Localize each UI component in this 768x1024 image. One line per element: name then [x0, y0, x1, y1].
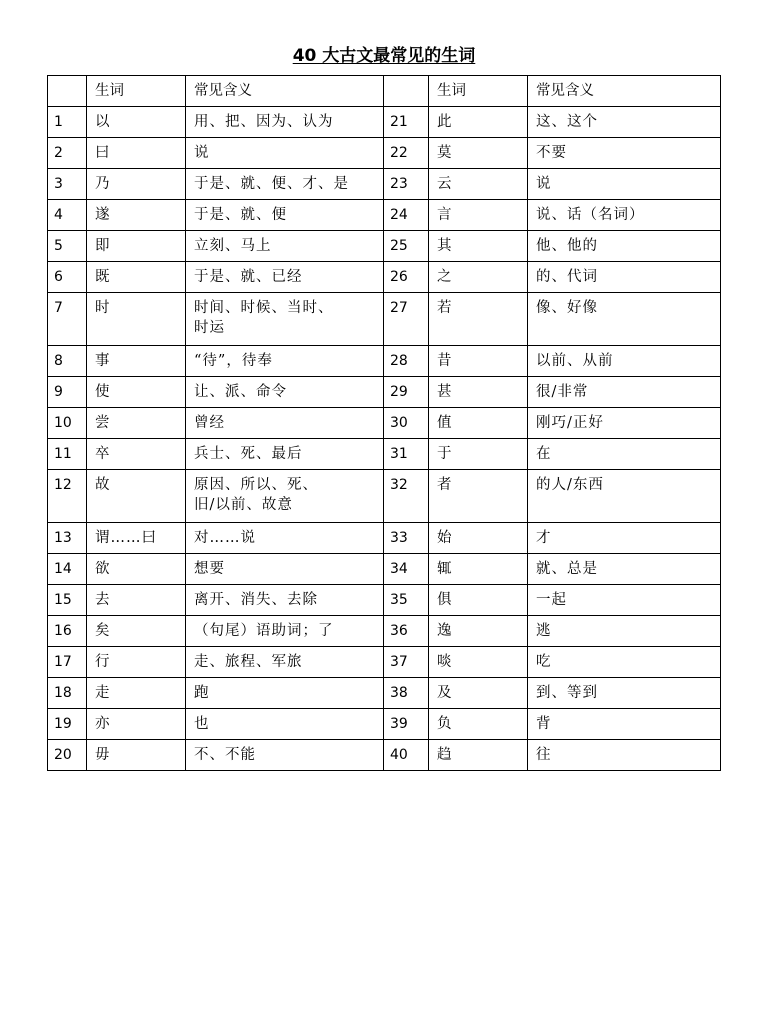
table-row	[48, 740, 721, 771]
cell-number-left: 2	[48, 138, 87, 169]
cell-number-right: 39	[384, 709, 429, 740]
cell-word-left: 使	[87, 377, 186, 408]
cell-meaning-left: “待”，待奉	[186, 346, 384, 377]
cell-meaning-left: 对……说	[186, 523, 384, 554]
cell-number-left: 12	[48, 470, 87, 523]
cell-word-left: 既	[87, 262, 186, 293]
cell-word-left: 走	[87, 678, 186, 709]
table-row	[48, 408, 721, 439]
cell-number-right: 36	[384, 616, 429, 647]
cell-word-left: 曰	[87, 138, 186, 169]
cell-number-right: 24	[384, 200, 429, 231]
cell-meaning-right: 才	[528, 523, 721, 554]
cell-number-right: 28	[384, 346, 429, 377]
cell-word-right: 昔	[429, 346, 528, 377]
cell-word-right: 此	[429, 107, 528, 138]
table-row	[48, 231, 721, 262]
cell-word-right: 言	[429, 200, 528, 231]
cell-word-left: 乃	[87, 169, 186, 200]
cell-meaning-right: 背	[528, 709, 721, 740]
cell-number-right: 23	[384, 169, 429, 200]
table-body	[48, 107, 721, 771]
table-row	[48, 377, 721, 408]
header-num-right	[384, 76, 429, 107]
cell-word-right: 辄	[429, 554, 528, 585]
table-row	[48, 107, 721, 138]
cell-meaning-right: 以前、从前	[528, 346, 721, 377]
cell-meaning-left: 于是、就、便、才、是	[186, 169, 384, 200]
cell-word-right: 趋	[429, 740, 528, 771]
cell-number-left: 4	[48, 200, 87, 231]
cell-word-right: 其	[429, 231, 528, 262]
cell-word-left: 行	[87, 647, 186, 678]
cell-number-right: 32	[384, 470, 429, 523]
table-header-row	[48, 76, 721, 107]
cell-word-left: 谓……曰	[87, 523, 186, 554]
cell-meaning-left: 想要	[186, 554, 384, 585]
cell-word-left: 事	[87, 346, 186, 377]
cell-meaning-left: 立刻、马上	[186, 231, 384, 262]
cell-meaning-right: 往	[528, 740, 721, 771]
cell-meaning-right: 说	[528, 169, 721, 200]
cell-meaning-right: 这、这个	[528, 107, 721, 138]
cell-meaning-right: 他、他的	[528, 231, 721, 262]
header-word-right: 生词	[429, 76, 528, 107]
cell-number-right: 26	[384, 262, 429, 293]
cell-word-left: 矣	[87, 616, 186, 647]
cell-number-left: 9	[48, 377, 87, 408]
table-row	[48, 346, 721, 377]
cell-meaning-left: 于是、就、已经	[186, 262, 384, 293]
cell-meaning-right: 逃	[528, 616, 721, 647]
cell-meaning-left: 原因、所以、死、 旧/以前、故意	[186, 470, 384, 523]
header-meaning-left: 常见含义	[186, 76, 384, 107]
cell-number-right: 25	[384, 231, 429, 262]
cell-word-left: 尝	[87, 408, 186, 439]
cell-number-left: 5	[48, 231, 87, 262]
header-word-left: 生词	[87, 76, 186, 107]
cell-number-left: 14	[48, 554, 87, 585]
cell-meaning-left: 于是、就、便	[186, 200, 384, 231]
cell-number-left: 6	[48, 262, 87, 293]
cell-meaning-left: 也	[186, 709, 384, 740]
cell-word-right: 及	[429, 678, 528, 709]
cell-meaning-right: 说、话（名词）	[528, 200, 721, 231]
cell-number-right: 27	[384, 293, 429, 346]
cell-number-left: 7	[48, 293, 87, 346]
cell-number-right: 29	[384, 377, 429, 408]
cell-word-left: 毋	[87, 740, 186, 771]
cell-number-left: 8	[48, 346, 87, 377]
table-row	[48, 169, 721, 200]
table-row	[48, 709, 721, 740]
cell-word-right: 云	[429, 169, 528, 200]
cell-word-left: 故	[87, 470, 186, 523]
cell-number-right: 35	[384, 585, 429, 616]
cell-number-left: 13	[48, 523, 87, 554]
cell-meaning-left: 跑	[186, 678, 384, 709]
cell-word-left: 以	[87, 107, 186, 138]
cell-word-right: 负	[429, 709, 528, 740]
cell-word-left: 遂	[87, 200, 186, 231]
cell-number-left: 16	[48, 616, 87, 647]
cell-word-left: 欲	[87, 554, 186, 585]
table-row	[48, 470, 721, 523]
cell-number-right: 40	[384, 740, 429, 771]
cell-meaning-right: 吃	[528, 647, 721, 678]
cell-meaning-left: （句尾）语助词；了	[186, 616, 384, 647]
cell-number-left: 17	[48, 647, 87, 678]
cell-meaning-right: 就、总是	[528, 554, 721, 585]
cell-meaning-left: 离开、消失、去除	[186, 585, 384, 616]
header-meaning-right: 常见含义	[528, 76, 721, 107]
table-row	[48, 262, 721, 293]
table-row	[48, 439, 721, 470]
cell-meaning-right: 的、代词	[528, 262, 721, 293]
cell-number-left: 19	[48, 709, 87, 740]
cell-meaning-left: 走、旅程、军旅	[186, 647, 384, 678]
cell-word-left: 去	[87, 585, 186, 616]
cell-number-right: 34	[384, 554, 429, 585]
table-row	[48, 554, 721, 585]
cell-number-left: 15	[48, 585, 87, 616]
cell-word-right: 值	[429, 408, 528, 439]
cell-word-left: 卒	[87, 439, 186, 470]
cell-word-left: 时	[87, 293, 186, 346]
page-title: 40 大古文最常见的生词	[292, 46, 476, 66]
cell-number-right: 30	[384, 408, 429, 439]
cell-word-right: 莫	[429, 138, 528, 169]
cell-number-right: 31	[384, 439, 429, 470]
cell-meaning-right: 不要	[528, 138, 721, 169]
cell-meaning-right: 到、等到	[528, 678, 721, 709]
cell-meaning-right: 一起	[528, 585, 721, 616]
cell-meaning-right: 像、好像	[528, 293, 721, 346]
cell-meaning-left: 用、把、因为、认为	[186, 107, 384, 138]
cell-meaning-right: 很/非常	[528, 377, 721, 408]
cell-meaning-right: 刚巧/正好	[528, 408, 721, 439]
table-row	[48, 523, 721, 554]
table-row	[48, 616, 721, 647]
table-row	[48, 293, 721, 346]
cell-word-right: 若	[429, 293, 528, 346]
cell-number-right: 21	[384, 107, 429, 138]
cell-word-right: 于	[429, 439, 528, 470]
cell-number-right: 22	[384, 138, 429, 169]
cell-meaning-left: 时间、时候、当时、 时运	[186, 293, 384, 346]
cell-word-right: 之	[429, 262, 528, 293]
cell-meaning-left: 说	[186, 138, 384, 169]
cell-number-left: 20	[48, 740, 87, 771]
cell-meaning-left: 曾经	[186, 408, 384, 439]
cell-word-right: 甚	[429, 377, 528, 408]
cell-meaning-left: 兵士、死、最后	[186, 439, 384, 470]
cell-word-right: 逸	[429, 616, 528, 647]
cell-word-right: 始	[429, 523, 528, 554]
cell-meaning-left: 让、派、命令	[186, 377, 384, 408]
cell-word-right: 俱	[429, 585, 528, 616]
cell-word-left: 即	[87, 231, 186, 262]
cell-number-left: 1	[48, 107, 87, 138]
header-num-left	[48, 76, 87, 107]
cell-number-right: 38	[384, 678, 429, 709]
cell-number-left: 10	[48, 408, 87, 439]
cell-word-right: 者	[429, 470, 528, 523]
cell-number-right: 33	[384, 523, 429, 554]
table-row	[48, 138, 721, 169]
cell-number-left: 3	[48, 169, 87, 200]
cell-number-left: 11	[48, 439, 87, 470]
cell-meaning-right: 在	[528, 439, 721, 470]
vocabulary-table	[47, 75, 721, 771]
table-row	[48, 200, 721, 231]
cell-number-right: 37	[384, 647, 429, 678]
cell-word-left: 亦	[87, 709, 186, 740]
table-row	[48, 585, 721, 616]
table-row	[48, 647, 721, 678]
cell-meaning-left: 不、不能	[186, 740, 384, 771]
cell-number-left: 18	[48, 678, 87, 709]
cell-meaning-right: 的人/东西	[528, 470, 721, 523]
table-row	[48, 678, 721, 709]
cell-word-right: 啖	[429, 647, 528, 678]
